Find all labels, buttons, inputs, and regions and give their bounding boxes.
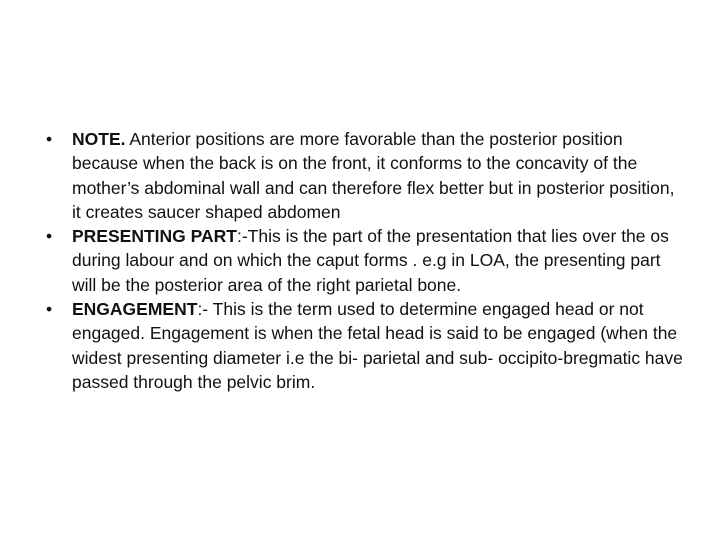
bullet-term: ENGAGEMENT [72, 299, 198, 320]
bullet-icon: • [46, 226, 53, 247]
bullet-term: NOTE. [72, 129, 126, 149]
bullet-item-presenting-part [46, 224, 686, 297]
bullet-item-note [46, 127, 686, 224]
bullet-text: :-This is the part of the presentation that lies over the os during labour and on which the caput forms . e.g in LOA, the presenting part will be the posterior area of the right parietal bone. [72, 226, 669, 295]
bullet-item-engagement [46, 297, 686, 394]
bullet-text: Anterior positions are more favorable than the posterior position because when the back is on the front, it conforms to the concavity of the mother’s abdominal wall and can therefore flex better but in posterior position, it creates saucer shaped abdomen [72, 129, 675, 222]
bullet-list [46, 127, 686, 394]
bullet-icon: • [46, 299, 53, 320]
bullet-term: PRESENTING PART [72, 226, 237, 247]
bullet-icon: • [46, 129, 53, 149]
bullet-text: :- This is the term used to determine engaged head or not engaged. Engagement is when the fetal head is said to be engaged (when the widest presenting diameter i.e the bi- parietal and sub- occipito-bregmatic have passed through the pelvic brim. [72, 299, 683, 392]
